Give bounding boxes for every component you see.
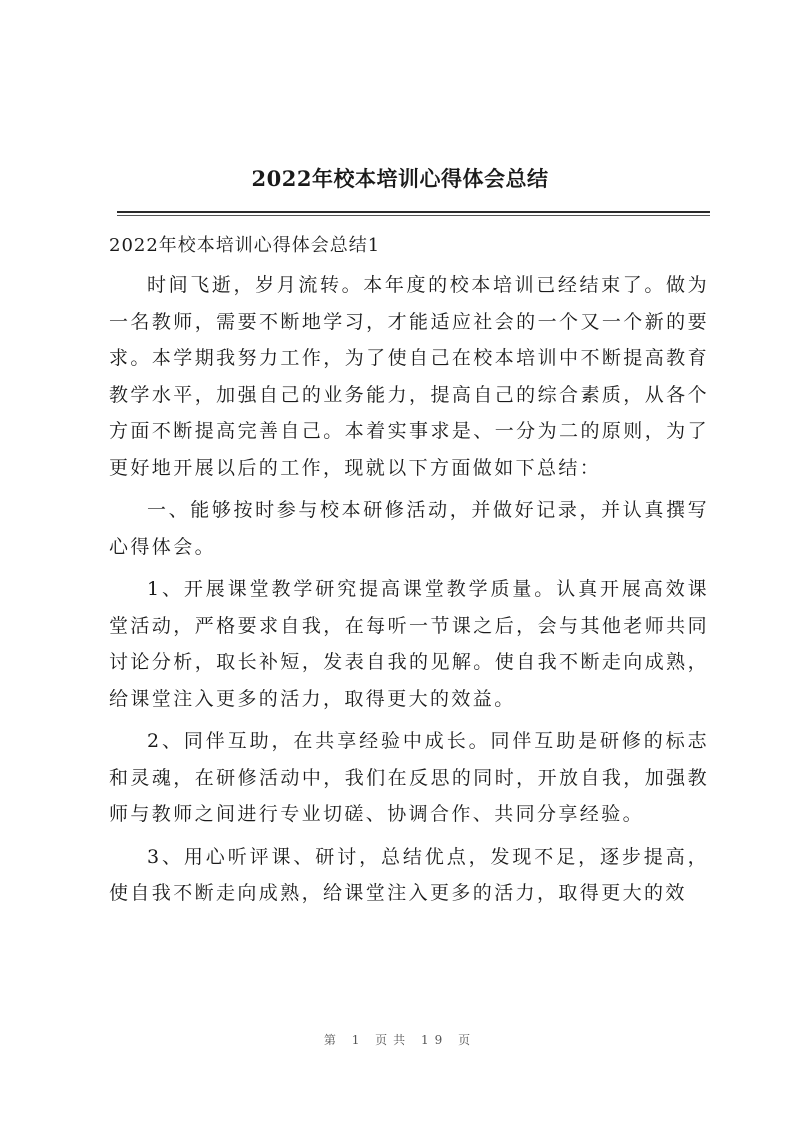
document-body bbox=[109, 231, 709, 918]
document-title: 2022年校本培训心得体会总结 bbox=[251, 166, 549, 191]
section-heading: 2022年校本培训心得体会总结1 bbox=[109, 235, 381, 256]
paragraph-item-3: 3、用心听评课、研讨，总结优点，发现不足，逐步提高，使自我不断走向成熟，给课堂注入更多的活力，取得更大的效 bbox=[109, 845, 709, 904]
paragraph-intro: 时间飞逝，岁月流转。本年度的校本培训已经结束了。做为一名教师，需要不断地学习，才能适应社会的一个又一个新的要求。本学期我努力工作，为了使自己在校本培训中不断提高教育教学水平，加强自己的业务能力，提高自己的综合素质，从各个方面不断提高完善自己。本着实事求是、一分为二的原则，为了更好地开展以后的工作，现就以下方面做如下总结： bbox=[109, 274, 709, 479]
title-divider-thin bbox=[117, 215, 710, 216]
paragraph-item-1: 1、开展课堂教学研究提高课堂教学质量。认真开展高效课堂活动，严格要求自我，在每听一节课之后，会与其他老师共同讨论分析，取长补短，发表自我的见解。使自我不断走向成熟，给课堂注入更多的活力，取得更大的效益。 bbox=[109, 578, 709, 710]
paragraph-point-one: 一、能够按时参与校本研修活动，并做好记录，并认真撰写心得体会。 bbox=[109, 499, 709, 558]
page-number-footer: 第 1 页共 19 页 bbox=[323, 1033, 477, 1047]
title-divider bbox=[117, 211, 710, 213]
paragraph-item-2: 2、同伴互助，在共享经验中成长。同伴互助是研修的标志和灵魂，在研修活动中，我们在反思的同时，开放自我，加强教师与教师之间进行专业切磋、协调合作、共同分享经验。 bbox=[109, 730, 709, 825]
